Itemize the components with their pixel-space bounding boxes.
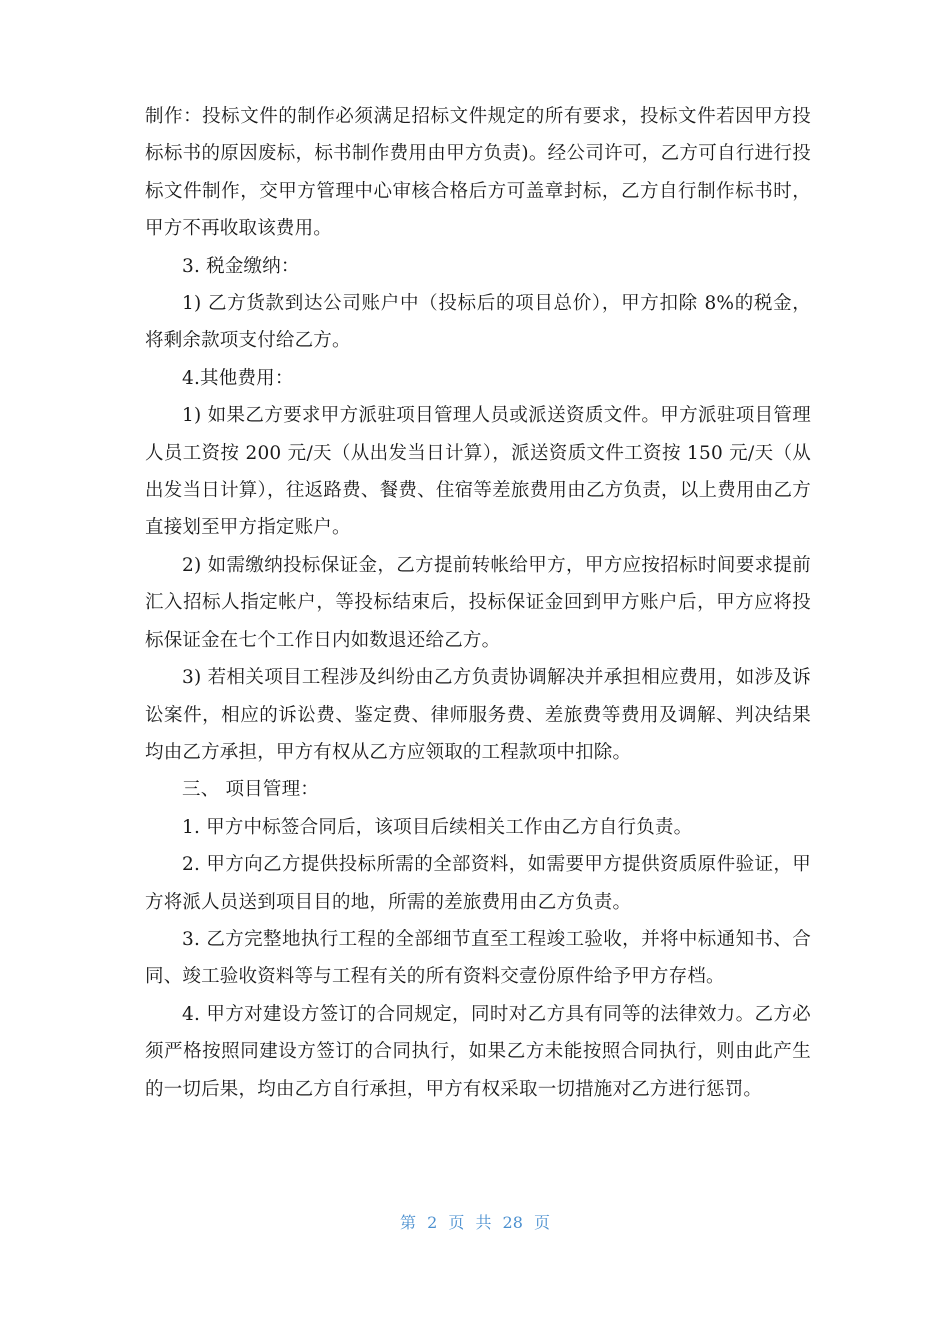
document-body (145, 98, 811, 1108)
paragraph-3: 1) 乙方货款到达公司账户中（投标后的项目总价），甲方扣除 8%的税金，将剩余款项支付给乙方。 (145, 293, 811, 352)
paragraph-6: 2) 如需缴纳投标保证金，乙方提前转帐给甲方，甲方应按招标时间要求提前汇入招标人指定帐户，等投标结束后，投标保证金回到甲方账户后，甲方应将投标保证金在七个工作日内如数退还给乙方。 (145, 554, 811, 651)
paragraph-5: 1) 如果乙方要求甲方派驻项目管理人员或派送资质文件。甲方派驻项目管理人员工资按 200 元/天（从出发当日计算），派送资质文件工资按 150 元/天（从出发当日计算），往返路费、餐费、住宿等差旅费用由乙方负责，以上费用由乙方直接划至甲方指定账户。 (145, 405, 811, 539)
paragraph-2: 3. 税金缴纳： (182, 255, 300, 277)
paragraph-7: 3) 若相关项目工程涉及纠纷由乙方负责协调解决并承担相应费用，如涉及诉讼案件，相应的诉讼费、鉴定费、律师服务费、差旅费等费用及调解、判决结果均由乙方承担，甲方有权从乙方应领取的工程款项中扣除。 (145, 667, 811, 763)
paragraph-4: 4.其他费用： (182, 367, 294, 389)
paragraph-9: 1. 甲方中标签合同后，该项目后续相关工作由乙方自行负责。 (182, 816, 693, 838)
section-heading-project-management: 三、 项目管理： (182, 779, 319, 801)
paragraph-12: 4. 甲方对建设方签订的合同规定，同时对乙方具有同等的法律效力。乙方必须严格按照同建设方签订的合同执行，如果乙方未能按照合同执行，则由此产生的一切后果，均由乙方自行承担，甲方有权采取一切措施对乙方进行惩罚。 (145, 1003, 811, 1100)
paragraph-11: 3. 乙方完整地执行工程的全部细节直至工程竣工验收，并将中标通知书、合同、竣工验收资料等与工程有关的所有资料交壹份原件给予甲方存档。 (145, 928, 811, 988)
page-number-footer: 第 2 页 共 28 页 (400, 1213, 550, 1232)
paragraph-10: 2. 甲方向乙方提供投标所需的全部资料，如需要甲方提供资质原件验证，甲方将派人员送到项目目的地，所需的差旅费用由乙方负责。 (145, 854, 811, 913)
paragraph-1: 制作：投标文件的制作必须满足招标文件规定的所有要求，投标文件若因甲方投标标书的原因废标，标书制作费用由甲方负责)。经公司许可，乙方可自行进行投标文件制作，交甲方管理中心审核合格后方可盖章封标，乙方自行制作标书时，甲方不再收取该费用。 (145, 106, 811, 240)
